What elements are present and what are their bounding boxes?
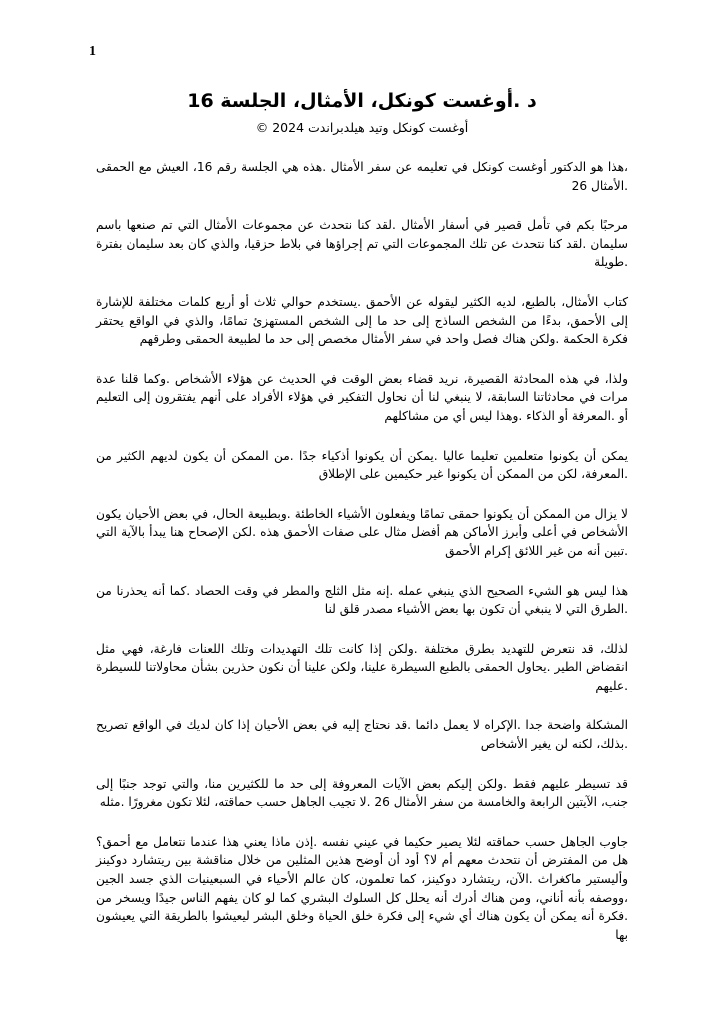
- document-subtitle: أوغست كونكل وتيد هيلدبراندت 2024 ©: [255, 120, 469, 135]
- paragraph-6: لا يزال من الممكن أن يكونوا حمقى تمامًا ويفعلون الأشياء الخاطئة .وبطبيعة الحال، في بعض الأحيان يكون الأشخاص في أعلى وأبرز الأماكن هم أفضل مثال على صفات الأحمق هذه .لكن الإصحاح هنا يبدأ بالآية التي .تبين أنه من غير اللائق إكرام الأحمق: [96, 506, 628, 558]
- paragraph-4: ولذا، في هذه المحادثة القصيرة، نريد قضاء بعض الوقت في الحديث عن هؤلاء الأشخاص .وكما قلنا عدة مرات في محادثاتنا السابقة، لا ينبغي لنا أن نحاول التفكير في هؤلاء الأفراد على أنهم يفتقرون إلى التعليم أو .المعرفة أو الذكاء .وهذا ليس أي من مشاكلهم: [96, 371, 628, 423]
- paragraph-2: مرحبًا بكم في تأمل قصير في أسفار الأمثال .لقد كنا نتحدث عن مجموعات الأمثال التي تم صنعها باسم سليمان .لقد كنا نتحدث عن تلك المجموعات التي تم إجراؤها في بلاط حزقيا، والذي كان بعد سليمان بفترة .طويلة: [96, 218, 628, 270]
- paragraph-11: جاوب الجاهل حسب حماقته لئلا يصير حكيما في عيني نفسه .إذن ماذا يعني هذا عندما نتعامل مع أحمق؟ هل من المفترض أن نتحدث معهم أم لا؟ أود أن أوضح هذين المثلين من خلال مناقشة بين ريتشارد دوكينز وأليستير ماكغراث .الآن، ريتشارد دوكينز، كما تعلمون، كان عالم الأحياء في السبعينيات الذي جسد الجين ،ووصفه بأنه أناني، ومن هناك أدرك أنه يحلل كل السلوك البشري كما لو كان يفهم الناس جيدًا ويسخر من .فكرة أنه يمكن أن يكون هناك أي شيء إلى فكرة خلق الحياة وخلق البشر ليعيشوا بالطريقة التي يعيشون بها: [96, 834, 628, 942]
- paragraph-8: لذلك، قد نتعرض للتهديد بطرق مختلفة .ولكن إذا كانت تلك التهديدات وتلك اللعنات فارغة، فهي مثل انقضاض الطير .يحاول الحمقى بالطبع السيطرة علينا، ولكن علينا أن نكون حذرين بشأن محاولاتنا للسيطرة .عليهم: [96, 641, 628, 693]
- paragraph-1: ،هذا هو الدكتور أوغست كونكل في تعليمه عن سفر الأمثال .هذه هي الجلسة رقم 16، العيش مع الحمقى .الأمثال 26: [96, 160, 628, 193]
- paragraph-10: قد تسيطر عليهم فقط .ولكن إليكم بعض الآيات المعروفة إلى حد ما للكثيرين منا، والتي توجد جنبًا إلى جنب، الآيتين الرابعة والخامسة من سفر الأمثال 26 .لا تجيب الجاهل حسب حماقته، لئلا تكون مغرورًا .مثله: [96, 776, 628, 810]
- page-number: 1: [89, 44, 96, 59]
- paragraph-9: المشكلة واضحة جدا .الإكراه لا يعمل دائما .قد نحتاج إليه في بعض الأحيان إذا كان لديك في الواقع تصريح .بذلك، لكنه لن يغير الأشخاص: [96, 718, 628, 752]
- paragraph-5: يمكن أن يكونوا متعلمين تعليما عاليا .يمكن أن يكونوا أذكياء جدًا .من الممكن أن يكون لديهم الكثير من .المعرفة، لكن من الممكن أن يكونوا غير حكيمين على الإطلاق: [96, 448, 628, 482]
- document-body: [96, 158, 628, 965]
- paragraph-3: كتاب الأمثال، بالطبع، لديه الكثير ليقوله عن الأحمق .يستخدم حوالي ثلاث أو أربع كلمات مختلفة للإشارة إلى الأحمق، بدءًا من الشخص الساذج إلى حد ما إلى الشخص المستهزئ تمامًا، والذي في الواقع يحتقر فكرة الحكمة .ولكن هناك فصل واحد في سفر الأمثال مخصص إلى حد ما لطبيعة الحمقى وطرقهم: [96, 294, 628, 347]
- document-title: د .أوغست كونكل، الأمثال، الجلسة 16: [187, 90, 537, 112]
- paragraph-7: هذا ليس هو الشيء الصحيح الذي ينبغي عمله .إنه مثل الثلج والمطر في وقت الحصاد .كما أنه يحذرنا من .الطرق التي لا ينبغي أن تكون بها بعض الأشياء مصدر قلق لنا: [96, 583, 628, 617]
